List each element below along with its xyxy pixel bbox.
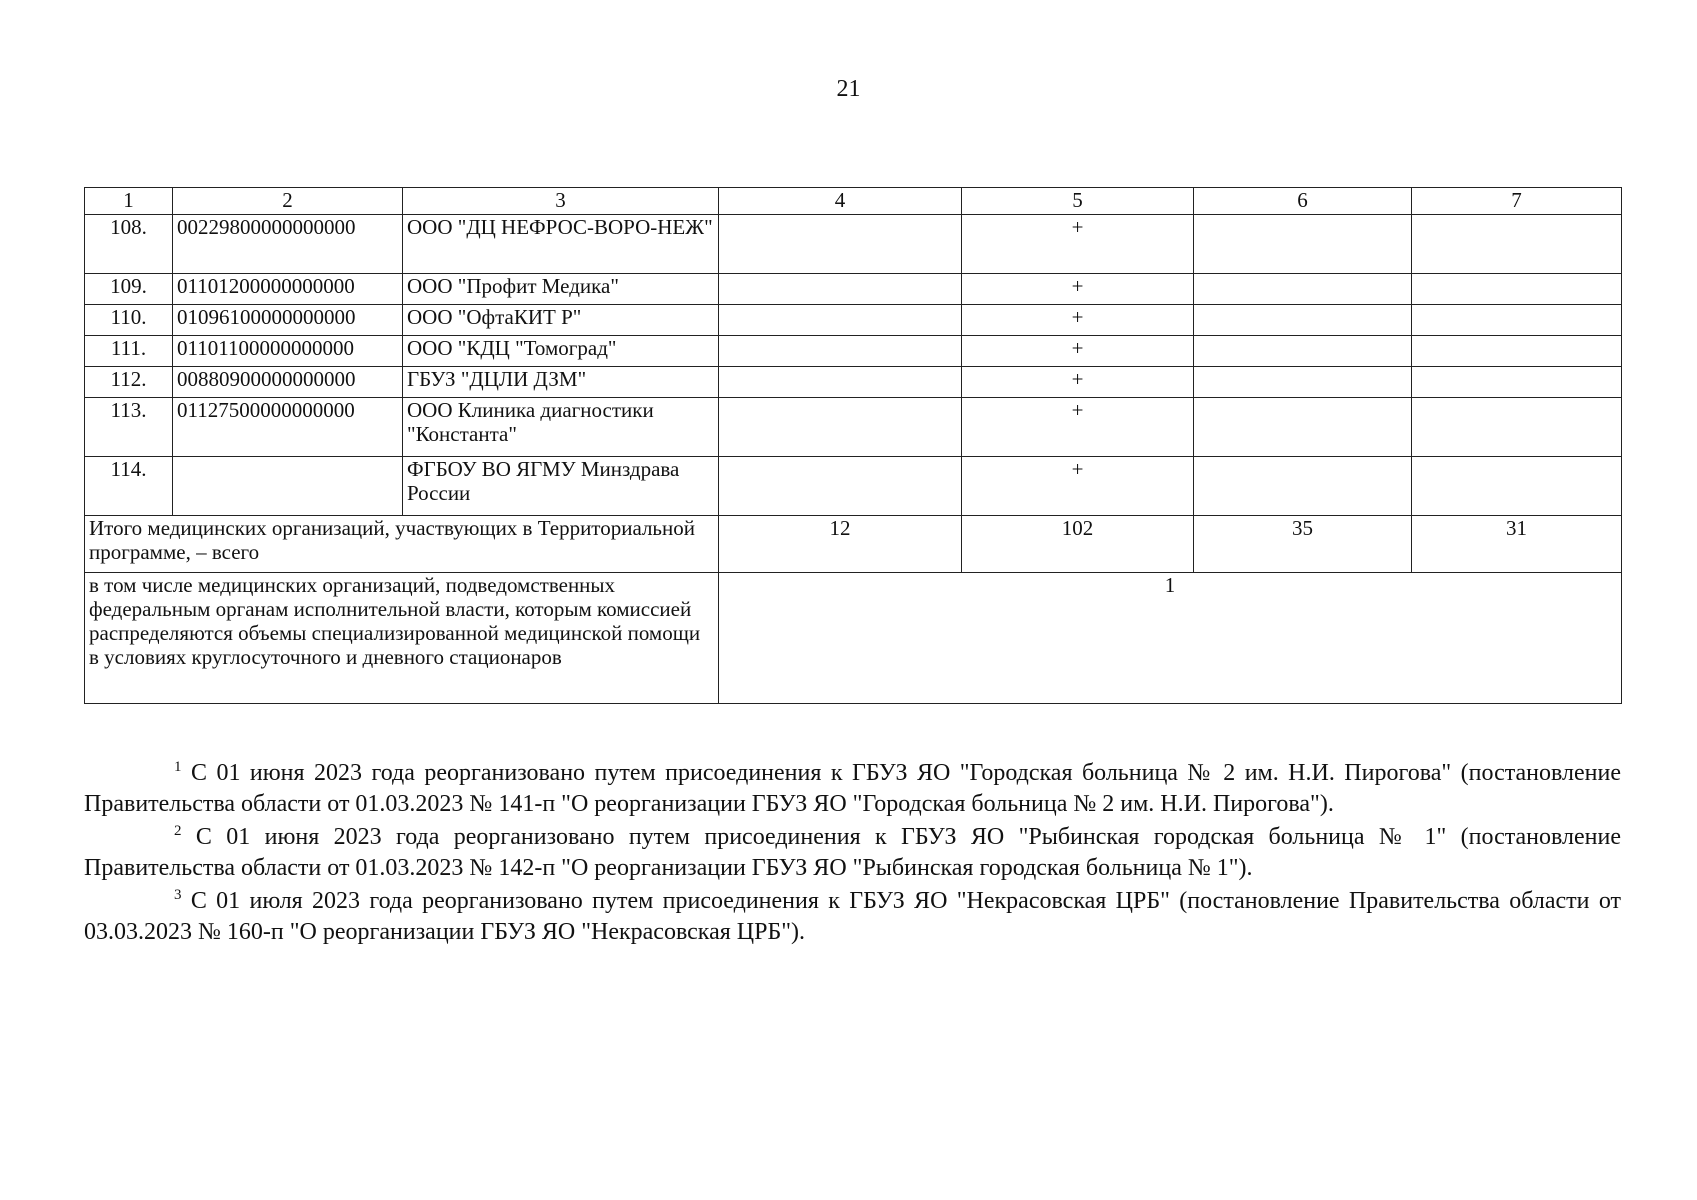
cell-col6 (1194, 457, 1412, 516)
column-header: 2 (173, 188, 403, 215)
cell-col5: + (962, 305, 1194, 336)
row-number: 111. (85, 336, 173, 367)
table-header-row (85, 188, 1622, 215)
table-row (85, 274, 1622, 305)
total-col5: 102 (962, 516, 1194, 573)
footnote-text: С 01 июня 2023 года реорганизовано путем присоединения к ГБУЗ ЯО "Рыбинская городская больница № 1" (постановление Правительства области от 01.03.2023 № 142-п "О реорганизации ГБУЗ ЯО "Рыбинская городская больница № 1"). (84, 824, 1622, 881)
org-name: ООО "Профит Медика" (403, 274, 719, 305)
column-header: 6 (1194, 188, 1412, 215)
cell-col4 (719, 398, 962, 457)
total-col4: 12 (719, 516, 962, 573)
cell-col7 (1412, 336, 1622, 367)
footnote-mark: 2 (174, 823, 182, 839)
page-number: 21 (836, 76, 861, 102)
total-col6: 35 (1194, 516, 1412, 573)
org-code: 01101100000000000 (173, 336, 403, 367)
row-number: 108. (85, 215, 173, 274)
cell-col5: + (962, 336, 1194, 367)
cell-col6 (1194, 305, 1412, 336)
cell-col7 (1412, 367, 1622, 398)
cell-col6 (1194, 398, 1412, 457)
row-number: 110. (85, 305, 173, 336)
column-header: 5 (962, 188, 1194, 215)
federal-value: 1 (719, 573, 1622, 704)
org-code: 01096100000000000 (173, 305, 403, 336)
column-header: 7 (1412, 188, 1622, 215)
footnote-text: С 01 июля 2023 года реорганизовано путем присоединения к ГБУЗ ЯО "Некрасовская ЦРБ" (постановление Правительства области от 03.03.2023 № 160-п "О реорганизации ГБУЗ ЯО "Некрасовская ЦРБ"). (84, 888, 1622, 945)
cell-col7 (1412, 457, 1622, 516)
org-name: ООО "КДЦ "Томоград" (403, 336, 719, 367)
cell-col5: + (962, 398, 1194, 457)
cell-col4 (719, 305, 962, 336)
footnote (84, 758, 1621, 820)
org-code: 01127500000000000 (173, 398, 403, 457)
cell-col4 (719, 367, 962, 398)
row-number: 113. (85, 398, 173, 457)
column-header: 3 (403, 188, 719, 215)
cell-col7 (1412, 398, 1622, 457)
table-row (85, 457, 1622, 516)
cell-col5: + (962, 367, 1194, 398)
cell-col6 (1194, 367, 1412, 398)
org-code (173, 457, 403, 516)
cell-col7 (1412, 305, 1622, 336)
cell-col4 (719, 336, 962, 367)
org-code: 00880900000000000 (173, 367, 403, 398)
column-header: 4 (719, 188, 962, 215)
cell-col7 (1412, 274, 1622, 305)
footnote (84, 822, 1621, 884)
cell-col7 (1412, 215, 1622, 274)
cell-col5: + (962, 274, 1194, 305)
cell-col6 (1194, 215, 1412, 274)
org-code: 01101200000000000 (173, 274, 403, 305)
table-row (85, 305, 1622, 336)
cell-col6 (1194, 274, 1412, 305)
table-row (85, 398, 1622, 457)
total-row (85, 516, 1622, 573)
cell-col6 (1194, 336, 1412, 367)
column-header: 1 (85, 188, 173, 215)
row-number: 114. (85, 457, 173, 516)
table-row (85, 336, 1622, 367)
cell-col4 (719, 215, 962, 274)
org-name: ГБУЗ "ДЦЛИ ДЗМ" (403, 367, 719, 398)
cell-col5: + (962, 457, 1194, 516)
org-name: ФГБОУ ВО ЯГМУ Минздрава России (403, 457, 719, 516)
org-name: ООО "ДЦ НЕФРОС-ВОРО-НЕЖ" (403, 215, 719, 274)
footnote-mark: 1 (174, 759, 182, 775)
federal-label: в том числе медицинских организаций, подведомственных федеральным органам исполнительной власти, которым комиссией распределяются объемы специализированной медицинской помощи в условиях круглосуточного и дневного стационаров (85, 573, 719, 704)
footnotes (84, 758, 1621, 950)
table-row (85, 367, 1622, 398)
footnote (84, 886, 1621, 948)
total-label: Итого медицинских организаций, участвующих в Территориальной программе, – всего (85, 516, 719, 573)
footnote-mark: 3 (174, 887, 182, 903)
row-number: 109. (85, 274, 173, 305)
organizations-table (84, 187, 1622, 704)
cell-col4 (719, 457, 962, 516)
cell-col5: + (962, 215, 1194, 274)
org-name: ООО Клиника диагностики "Константа" (403, 398, 719, 457)
federal-row (85, 573, 1622, 704)
cell-col4 (719, 274, 962, 305)
org-code: 00229800000000000 (173, 215, 403, 274)
table-row (85, 215, 1622, 274)
total-col7: 31 (1412, 516, 1622, 573)
org-name: ООО "ОфтаКИТ Р" (403, 305, 719, 336)
footnote-text: С 01 июня 2023 года реорганизовано путем присоединения к ГБУЗ ЯО "Городская больница № 2 им. Н.И. Пирогова" (постановление Правительства области от 01.03.2023 № 141-п "О реорганизации ГБУЗ ЯО "Городская больница № 2 им. Н.И. Пирогова"). (84, 760, 1622, 817)
row-number: 112. (85, 367, 173, 398)
